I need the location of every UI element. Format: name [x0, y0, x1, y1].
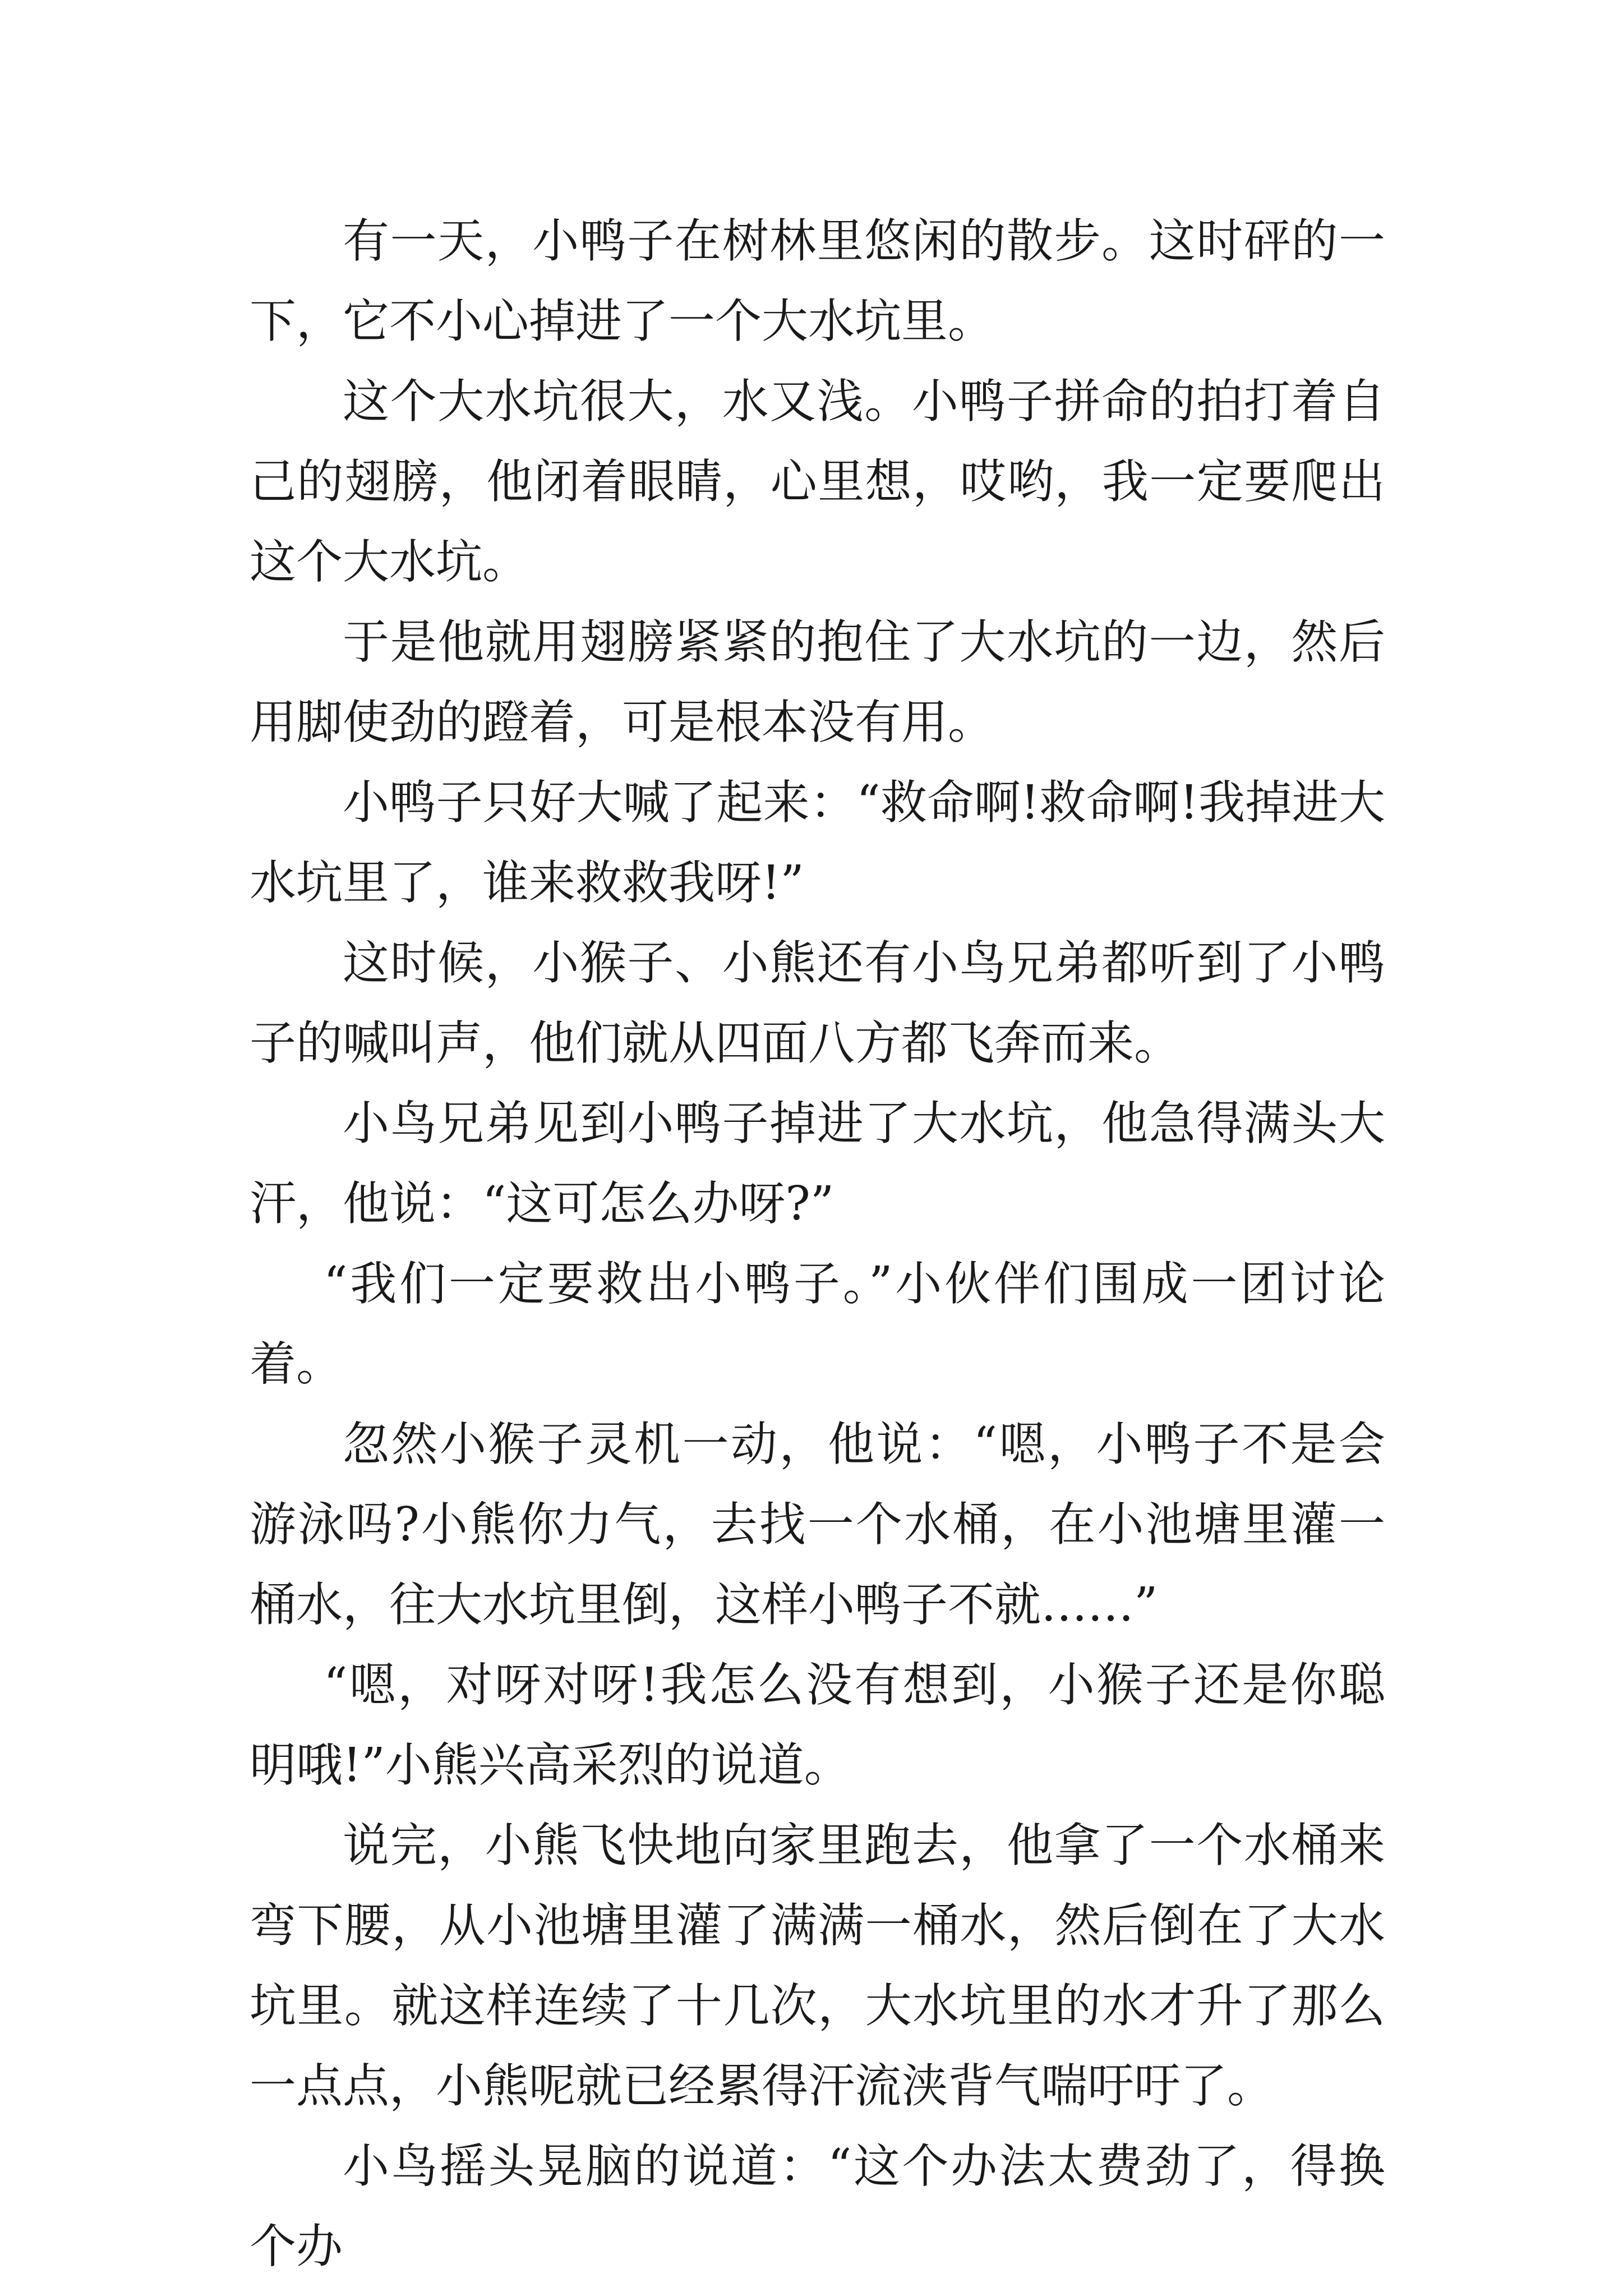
paragraph-9: “嗯，对呀对呀!我怎么没有想到，小猴子还是你聪明哦!”小熊兴高采烈的说道。: [250, 1658, 1385, 1792]
paragraph-2: 这个大水坑很大，水又浅。小鸭子拼命的拍打着自己的翅膀，他闭着眼睛，心里想，哎哟，我一定要爬出这个大水坑。: [250, 374, 1385, 589]
paragraph-6: 小鸟兄弟见到小鸭子掉进了大水坑，他急得满头大汗，他说：“这可怎么办呀?”: [250, 1096, 1385, 1231]
paragraph-10: 说完，小熊飞快地向家里跑去，他拿了一个水桶来弯下腰，从小池塘里灌了满满一桶水，然后倒在了大水坑里。就这样连续了十几次，大水坑里的水才升了那么一点点，小熊呢就已经累得汗流浃背气喘吁吁了。: [250, 1818, 1385, 2113]
paragraph-8: 忽然小猴子灵机一动，他说：“嗯，小鸭子不是会游泳吗?小熊你力气，去找一个水桶，在小池塘里灌一桶水，往大水坑里倒，这样小鸭子不就……”: [250, 1417, 1385, 1632]
paragraph-11: 小鸟摇头晃脑的说道：“这个办法太费劲了，得换个办: [250, 2139, 1385, 2274]
paragraph-3: 于是他就用翅膀紧紧的抱住了大水坑的一边，然后用脚使劲的蹬着，可是根本没有用。: [250, 615, 1385, 749]
paragraph-1: 有一天，小鸭子在树林里悠闲的散步。这时砰的一下，它不小心掉进了一个大水坑里。: [250, 214, 1385, 348]
paragraph-4: 小鸭子只好大喊了起来：“救命啊!救命啊!我掉进大水坑里了，谁来救救我呀!”: [250, 775, 1385, 910]
paragraph-5: 这时候，小猴子、小熊还有小鸟兄弟都听到了小鸭子的喊叫声，他们就从四面八方都飞奔而来。: [250, 936, 1385, 1070]
paragraph-7: “我们一定要救出小鸭子。”小伙伴们围成一团讨论着。: [250, 1257, 1385, 1391]
story-text: [250, 201, 1385, 2286]
